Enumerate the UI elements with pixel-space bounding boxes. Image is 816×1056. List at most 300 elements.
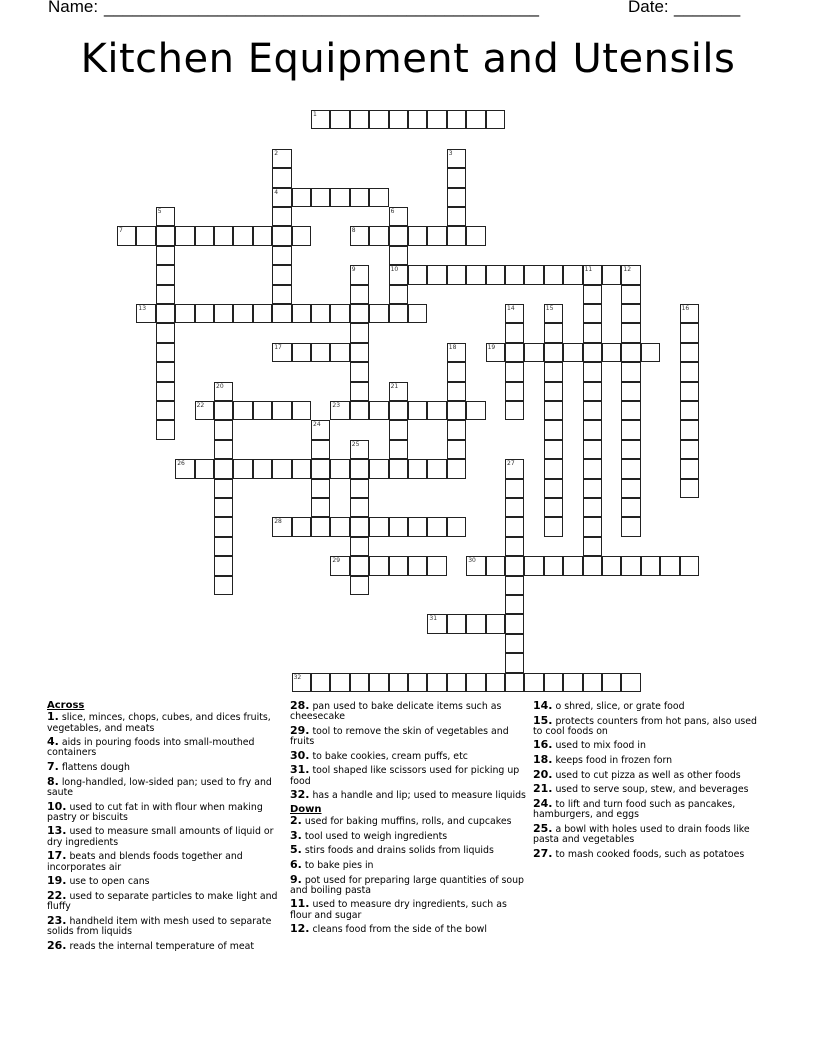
crossword-cell[interactable] (680, 323, 699, 342)
crossword-cell[interactable] (350, 673, 369, 692)
clue-number: 6 (390, 208, 395, 215)
crossword-cell[interactable] (447, 362, 466, 381)
crossword-cell[interactable] (350, 556, 369, 575)
crossword-cell[interactable] (214, 479, 233, 498)
crossword-cell[interactable] (447, 110, 466, 129)
crossword-cell[interactable] (466, 401, 485, 420)
crossword-cell[interactable] (389, 265, 408, 284)
crossword-cell[interactable] (311, 440, 330, 459)
crossword-cell[interactable] (486, 556, 505, 575)
crossword-cell[interactable] (427, 110, 446, 129)
crossword-cell[interactable] (311, 420, 330, 439)
crossword-cell[interactable] (350, 517, 369, 536)
crossword-cell[interactable] (563, 673, 582, 692)
crossword-cell[interactable] (311, 110, 330, 129)
crossword-cell[interactable] (621, 420, 640, 439)
clue-number: 11 (584, 266, 593, 274)
crossword-cell[interactable] (272, 285, 291, 304)
crossword-cell[interactable] (447, 226, 466, 245)
clue-number: 17 (274, 343, 282, 351)
crossword-cell[interactable] (505, 479, 524, 498)
crossword-cell[interactable] (621, 265, 640, 284)
crossword-cell[interactable] (505, 382, 524, 401)
crossword-cell[interactable] (544, 382, 563, 401)
crossword-cell[interactable] (505, 459, 524, 478)
crossword-cell[interactable] (330, 304, 349, 323)
crossword-cell[interactable] (544, 401, 563, 420)
clue-number: 29 (332, 557, 341, 565)
clue-number: 23 (332, 402, 341, 409)
crossword-cell[interactable] (427, 517, 446, 536)
crossword-cell[interactable] (233, 226, 252, 245)
crossword-cell[interactable] (621, 343, 640, 362)
crossword-cell[interactable] (408, 459, 427, 478)
crossword-cell[interactable] (447, 517, 466, 536)
crossword-cell[interactable] (544, 556, 563, 575)
crossword-cell[interactable] (389, 226, 408, 245)
crossword-cell[interactable] (427, 226, 446, 245)
clue-number: 2 (274, 149, 279, 157)
crossword-cell[interactable] (621, 517, 640, 536)
crossword-cell[interactable] (214, 401, 233, 420)
crossword-cell[interactable] (350, 304, 369, 323)
crossword-cell[interactable] (214, 304, 233, 323)
crossword-cell[interactable] (544, 265, 563, 284)
crossword-cell[interactable] (563, 343, 582, 362)
crossword-cell[interactable] (389, 246, 408, 265)
crossword-cell[interactable] (680, 556, 699, 575)
down-clue: 14. o shred, slice, or grate food (533, 699, 685, 712)
crossword-cell[interactable] (292, 343, 311, 362)
crossword-cell[interactable] (621, 382, 640, 401)
crossword-cell[interactable] (330, 188, 349, 207)
crossword-cell[interactable] (272, 304, 291, 323)
date-field[interactable]: _______ (674, 0, 741, 17)
crossword-cell[interactable] (408, 517, 427, 536)
crossword-cell[interactable] (505, 576, 524, 595)
crossword-cell[interactable] (583, 362, 602, 381)
crossword-cell[interactable] (486, 110, 505, 129)
crossword-cell[interactable] (486, 614, 505, 633)
crossword-cell[interactable] (253, 459, 272, 478)
across-clue: 31. tool shaped like scissors used for picking up food (290, 763, 520, 787)
crossword-cell[interactable] (214, 420, 233, 439)
crossword-cell[interactable] (350, 401, 369, 420)
crossword-cell[interactable] (563, 265, 582, 284)
crossword-cell[interactable] (350, 498, 369, 517)
crossword-cell[interactable] (408, 304, 427, 323)
crossword-cell[interactable] (680, 304, 699, 323)
crossword-cell[interactable] (408, 401, 427, 420)
crossword-cell[interactable] (195, 226, 214, 245)
crossword-cell[interactable] (408, 110, 427, 129)
clues-column-1 (47, 701, 279, 955)
crossword-cell[interactable] (621, 323, 640, 342)
across-clue: 10. used to cut fat in with flour when making pastry or biscuits (47, 799, 263, 823)
down-clue: 3. tool used to weigh ingredients (290, 828, 448, 842)
crossword-cell[interactable] (447, 614, 466, 633)
crossword-cell[interactable] (621, 673, 640, 692)
crossword-cell[interactable] (175, 304, 194, 323)
crossword-cell[interactable] (466, 265, 485, 284)
crossword-cell[interactable] (583, 382, 602, 401)
crossword-cell[interactable] (621, 498, 640, 517)
crossword-cell[interactable] (350, 265, 369, 284)
crossword-cell[interactable] (680, 343, 699, 362)
crossword-cell[interactable] (544, 459, 563, 478)
crossword-cell[interactable] (233, 459, 252, 478)
crossword-cell[interactable] (389, 304, 408, 323)
clue-number: 22 (196, 402, 205, 409)
crossword-cell[interactable] (447, 168, 466, 187)
crossword-cell[interactable] (408, 556, 427, 575)
crossword-cell[interactable] (427, 401, 446, 420)
crossword-cell[interactable] (272, 168, 291, 187)
crossword-cell[interactable] (330, 343, 349, 362)
crossword-cell[interactable] (156, 323, 175, 342)
across-clue: 13. used to measure small amounts of liquid or dry ingredients (47, 824, 274, 848)
crossword-cell[interactable] (156, 226, 175, 245)
crossword-cell[interactable] (505, 614, 524, 633)
crossword-cell[interactable] (214, 517, 233, 536)
crossword-cell[interactable] (233, 304, 252, 323)
crossword-cell[interactable] (583, 673, 602, 692)
crossword-cell[interactable] (466, 614, 485, 633)
crossword-cell[interactable] (195, 459, 214, 478)
crossword-cell[interactable] (583, 440, 602, 459)
crossword-cell[interactable] (389, 207, 408, 226)
name-label: Name: (48, 0, 99, 16)
crossword-cell[interactable] (175, 226, 194, 245)
crossword-cell[interactable] (505, 265, 524, 284)
crossword-cell[interactable] (466, 556, 485, 575)
crossword-cell[interactable] (175, 459, 194, 478)
crossword-cell[interactable] (272, 149, 291, 168)
crossword-cell[interactable] (195, 304, 214, 323)
crossword-cell[interactable] (330, 401, 349, 420)
crossword-cell[interactable] (292, 459, 311, 478)
crossword-cell[interactable] (466, 673, 485, 692)
crossword-cell[interactable] (544, 304, 563, 323)
crossword-cell[interactable] (350, 226, 369, 245)
crossword-cell[interactable] (544, 440, 563, 459)
crossword-cell[interactable] (156, 285, 175, 304)
crossword-cell[interactable] (660, 556, 679, 575)
crossword-cell[interactable] (369, 556, 388, 575)
crossword-cell[interactable] (486, 265, 505, 284)
crossword-cell[interactable] (583, 459, 602, 478)
crossword-cell[interactable] (583, 517, 602, 536)
crossword-cell[interactable] (621, 440, 640, 459)
crossword-cell[interactable] (350, 343, 369, 362)
crossword-cell[interactable] (330, 459, 349, 478)
name-field[interactable]: ______________________________________________ (104, 0, 539, 17)
crossword-cell[interactable] (621, 401, 640, 420)
crossword-cell[interactable] (369, 517, 388, 536)
crossword-cell[interactable] (505, 304, 524, 323)
crossword-cell[interactable] (214, 226, 233, 245)
across-clue: 29. tool to remove the skin of vegetables and fruits (290, 723, 509, 748)
crossword-cell[interactable] (272, 188, 291, 207)
crossword-cell[interactable] (680, 362, 699, 381)
crossword-cell[interactable] (505, 517, 524, 536)
crossword-cell[interactable] (214, 556, 233, 575)
crossword-cell[interactable] (350, 188, 369, 207)
crossword-cell[interactable] (369, 188, 388, 207)
crossword-cell[interactable] (156, 382, 175, 401)
crossword-cell[interactable] (369, 110, 388, 129)
crossword-cell[interactable] (350, 285, 369, 304)
crossword-cell[interactable] (466, 226, 485, 245)
crossword-cell[interactable] (680, 479, 699, 498)
crossword-cell[interactable] (253, 304, 272, 323)
crossword-cell[interactable] (680, 382, 699, 401)
crossword-cell[interactable] (389, 440, 408, 459)
crossword-cell[interactable] (272, 246, 291, 265)
crossword-cell[interactable] (272, 226, 291, 245)
crossword-cell[interactable] (408, 226, 427, 245)
clues-column-2 (290, 701, 526, 939)
clue-number: 31 (429, 615, 438, 623)
crossword-cell[interactable] (544, 498, 563, 517)
crossword-cell[interactable] (350, 110, 369, 129)
crossword-cell[interactable] (389, 556, 408, 575)
crossword-cell[interactable] (311, 188, 330, 207)
crossword-cell[interactable] (621, 556, 640, 575)
crossword-cell[interactable] (330, 517, 349, 536)
crossword-cell[interactable] (447, 440, 466, 459)
crossword-cell[interactable] (621, 362, 640, 381)
down-clue: 24. to lift and turn food such as pancakes, hamburgers, and eggs (533, 796, 736, 821)
crossword-cell[interactable] (311, 459, 330, 478)
crossword-cell[interactable] (505, 343, 524, 362)
crossword-cell[interactable] (272, 517, 291, 536)
crossword-cell[interactable] (214, 576, 233, 595)
crossword-cell[interactable] (505, 556, 524, 575)
crossword-cell[interactable] (583, 304, 602, 323)
across-clue: 30. to bake cookies, cream puffs, etc (290, 748, 468, 762)
crossword-cell[interactable] (253, 401, 272, 420)
crossword-cell[interactable] (136, 226, 155, 245)
crossword-cell[interactable] (583, 537, 602, 556)
crossword-cell[interactable] (641, 343, 660, 362)
crossword-cell[interactable] (156, 343, 175, 362)
crossword-cell[interactable] (621, 304, 640, 323)
crossword-cell[interactable] (350, 362, 369, 381)
crossword-cell[interactable] (272, 343, 291, 362)
clue-number: 26 (177, 460, 185, 468)
crossword-cell[interactable] (311, 517, 330, 536)
crossword-cell[interactable] (156, 420, 175, 439)
crossword-cell[interactable] (583, 323, 602, 342)
crossword-cell[interactable] (680, 459, 699, 478)
crossword-cell[interactable] (447, 673, 466, 692)
crossword-cell[interactable] (583, 498, 602, 517)
crossword-cell[interactable] (427, 673, 446, 692)
crossword-cell[interactable] (544, 420, 563, 439)
crossword-cell[interactable] (602, 673, 621, 692)
crossword-cell[interactable] (330, 110, 349, 129)
crossword-cell[interactable] (389, 673, 408, 692)
crossword-cell[interactable] (292, 304, 311, 323)
crossword-cell[interactable] (311, 498, 330, 517)
crossword-cell[interactable] (350, 382, 369, 401)
crossword-cell[interactable] (408, 265, 427, 284)
crossword-cell[interactable] (156, 265, 175, 284)
crossword-cell[interactable] (311, 479, 330, 498)
crossword-cell[interactable] (583, 343, 602, 362)
crossword-cell[interactable] (641, 556, 660, 575)
crossword-cell[interactable] (350, 323, 369, 342)
crossword-cell[interactable] (447, 188, 466, 207)
crossword-cell[interactable] (447, 207, 466, 226)
crossword-cell[interactable] (369, 401, 388, 420)
crossword-cell[interactable] (544, 517, 563, 536)
crossword-cell[interactable] (330, 673, 349, 692)
crossword-cell[interactable] (311, 343, 330, 362)
crossword-cell[interactable] (427, 556, 446, 575)
crossword-cell[interactable] (427, 614, 446, 633)
crossword-cell[interactable] (602, 343, 621, 362)
crossword-cell[interactable] (233, 401, 252, 420)
crossword-cell[interactable] (583, 401, 602, 420)
crossword-cell[interactable] (195, 401, 214, 420)
crossword-cell[interactable] (389, 517, 408, 536)
crossword-cell[interactable] (544, 323, 563, 342)
crossword-cell[interactable] (330, 556, 349, 575)
crossword-cell[interactable] (524, 673, 543, 692)
crossword-cell[interactable] (156, 362, 175, 381)
crossword-cell[interactable] (447, 343, 466, 362)
crossword-cell[interactable] (156, 401, 175, 420)
crossword-cell[interactable] (253, 226, 272, 245)
crossword-cell[interactable] (621, 479, 640, 498)
page-title: Kitchen Equipment and Utensils (80, 36, 736, 82)
crossword-cell[interactable] (427, 459, 446, 478)
crossword-cell[interactable] (350, 537, 369, 556)
crossword-cell[interactable] (272, 401, 291, 420)
crossword-cell[interactable] (621, 459, 640, 478)
crossword-cell[interactable] (505, 634, 524, 653)
crossword-cell[interactable] (292, 188, 311, 207)
across-clue: 1. slice, minces, chops, cubes, and dices fruits, vegetables, and meats (47, 710, 271, 734)
clue-number: 30 (468, 557, 476, 565)
date-label: Date: (628, 0, 669, 16)
crossword-cell[interactable] (505, 595, 524, 614)
crossword-cell[interactable] (583, 479, 602, 498)
crossword-cell[interactable] (680, 401, 699, 420)
crossword-cell[interactable] (505, 401, 524, 420)
crossword-cell[interactable] (389, 459, 408, 478)
crossword-cell[interactable] (389, 382, 408, 401)
crossword-cell[interactable] (292, 226, 311, 245)
crossword-cell[interactable] (389, 110, 408, 129)
crossword-cell[interactable] (369, 226, 388, 245)
crossword-cell[interactable] (136, 304, 155, 323)
crossword-cell[interactable] (544, 673, 563, 692)
crossword-cell[interactable] (680, 420, 699, 439)
crossword-cell[interactable] (466, 110, 485, 129)
crossword-cell[interactable] (350, 440, 369, 459)
crossword-cell[interactable] (292, 517, 311, 536)
crossword-cell[interactable] (389, 420, 408, 439)
crossword-cell[interactable] (350, 459, 369, 478)
crossword-cell[interactable] (505, 362, 524, 381)
crossword-cell[interactable] (544, 479, 563, 498)
crossword-cell[interactable] (156, 246, 175, 265)
crossword-cell[interactable] (292, 673, 311, 692)
crossword-cell[interactable] (350, 576, 369, 595)
crossword-cell[interactable] (369, 673, 388, 692)
crossword-cell[interactable] (292, 401, 311, 420)
crossword-cell[interactable] (389, 401, 408, 420)
crossword-cell[interactable] (447, 401, 466, 420)
crossword-cell[interactable] (214, 440, 233, 459)
crossword-cell[interactable] (505, 537, 524, 556)
across-clue: 7. flattens dough (47, 760, 130, 774)
clue-number: 27 (507, 460, 515, 468)
crossword-cell[interactable] (486, 673, 505, 692)
crossword-cell[interactable] (447, 149, 466, 168)
clue-number: 13 (138, 305, 147, 312)
crossword-cell[interactable] (427, 265, 446, 284)
crossword-cell[interactable] (408, 673, 427, 692)
crossword-cell[interactable] (214, 382, 233, 401)
crossword-cell[interactable] (583, 285, 602, 304)
crossword-cell[interactable] (214, 537, 233, 556)
crossword-cell[interactable] (583, 556, 602, 575)
crossword-cell[interactable] (214, 498, 233, 517)
crossword-cell[interactable] (621, 285, 640, 304)
crossword-cell[interactable] (505, 673, 524, 692)
crossword-cell[interactable] (389, 285, 408, 304)
crossword-cell[interactable] (583, 265, 602, 284)
crossword-cell[interactable] (602, 265, 621, 284)
crossword-cell[interactable] (486, 343, 505, 362)
crossword-cell[interactable] (447, 459, 466, 478)
crossword-cell[interactable] (524, 556, 543, 575)
crossword-cell[interactable] (311, 304, 330, 323)
crossword-cell[interactable] (680, 440, 699, 459)
crossword-cell[interactable] (524, 265, 543, 284)
crossword-cell[interactable] (447, 265, 466, 284)
crossword-cell[interactable] (583, 420, 602, 439)
crossword-cell[interactable] (156, 304, 175, 323)
crossword-cell[interactable] (563, 556, 582, 575)
crossword-cell[interactable] (544, 343, 563, 362)
crossword-cell[interactable] (505, 653, 524, 672)
clue-number: 32 (293, 673, 302, 681)
crossword-cell[interactable] (544, 362, 563, 381)
crossword-cell[interactable] (272, 207, 291, 226)
crossword-cell[interactable] (369, 459, 388, 478)
crossword-cell[interactable] (369, 304, 388, 323)
crossword-cell[interactable] (505, 323, 524, 342)
crossword-cell[interactable] (602, 556, 621, 575)
crossword-cell[interactable] (117, 226, 136, 245)
crossword-cell[interactable] (505, 498, 524, 517)
crossword-cell[interactable] (214, 459, 233, 478)
crossword-cell[interactable] (350, 479, 369, 498)
down-clue: 2. used for baking muffins, rolls, and cupcakes (290, 814, 512, 828)
crossword-cell[interactable] (311, 673, 330, 692)
crossword-cell[interactable] (447, 382, 466, 401)
crossword-cell[interactable] (447, 420, 466, 439)
crossword-cell[interactable] (272, 265, 291, 284)
crossword-cell[interactable] (272, 459, 291, 478)
crossword-cell[interactable] (524, 343, 543, 362)
crossword-cell[interactable] (156, 207, 175, 226)
